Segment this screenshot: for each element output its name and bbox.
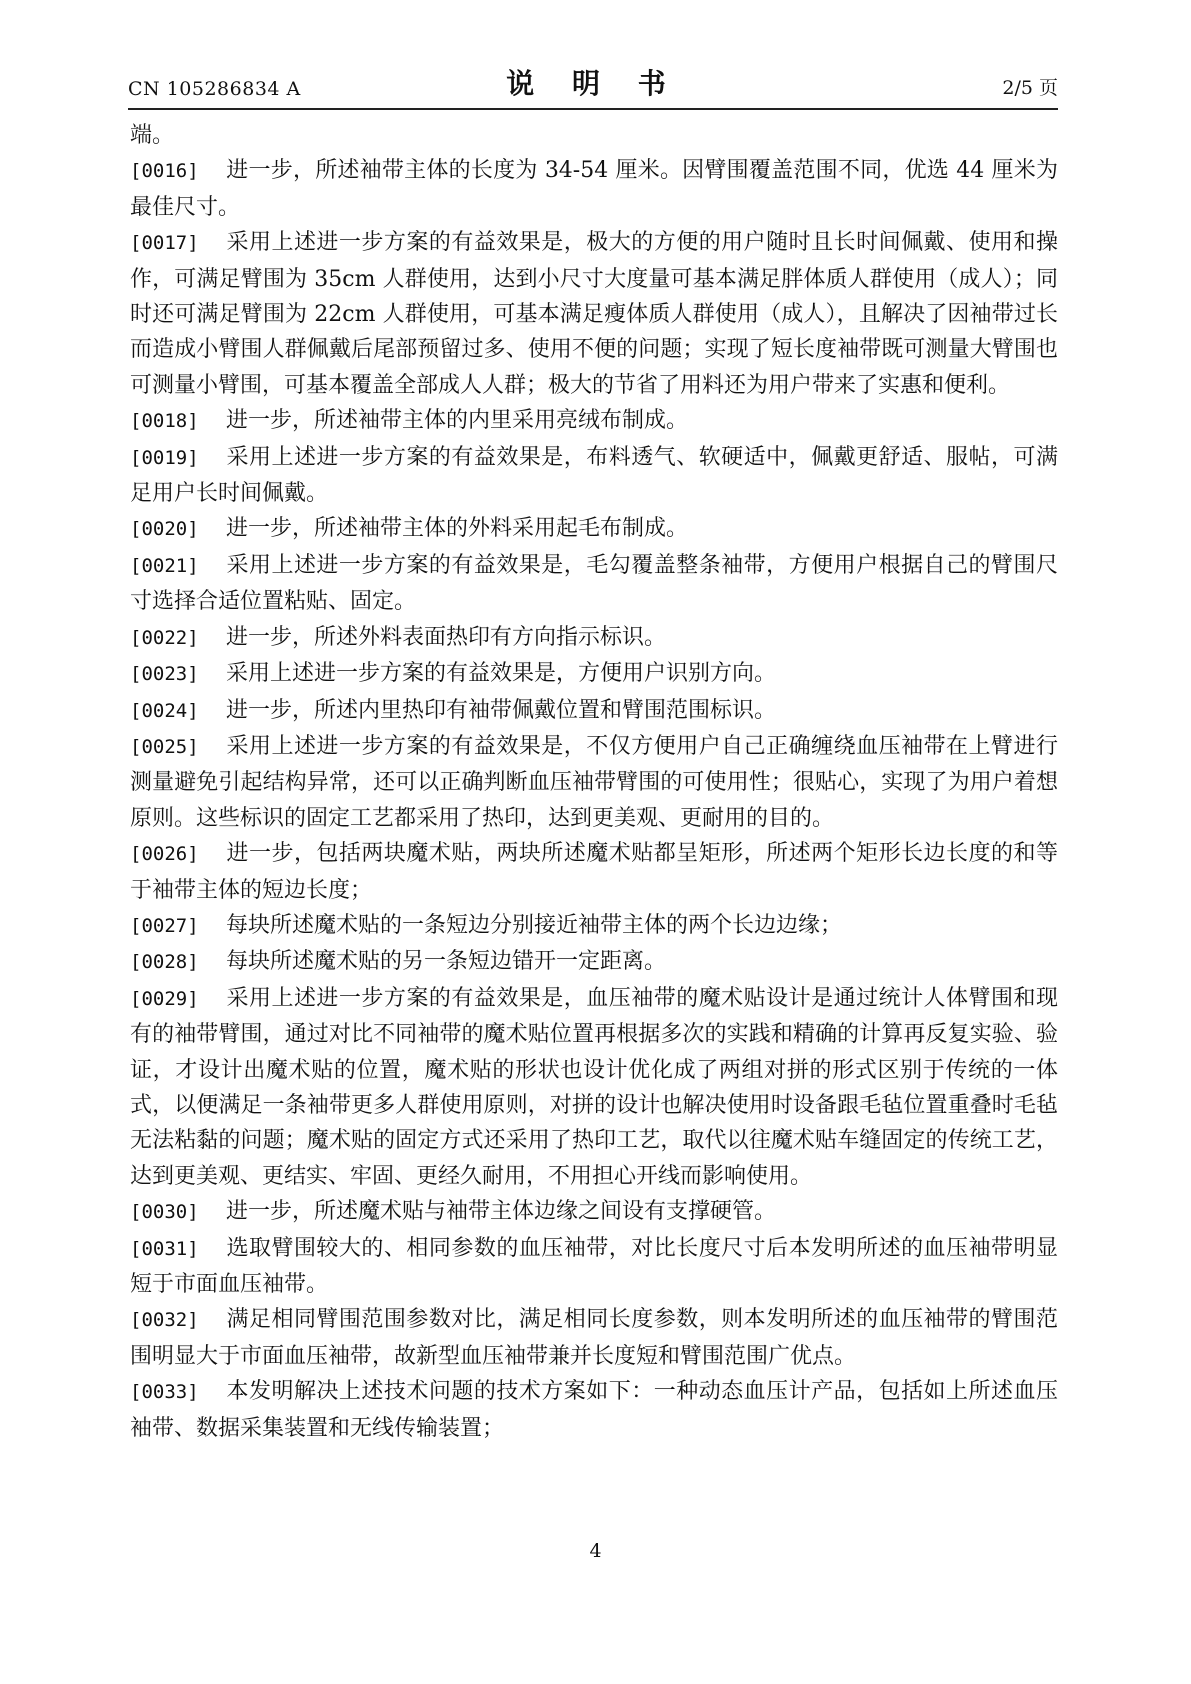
- paragraph: [130, 1374, 1058, 1446]
- document-title: 说 明 书: [506, 67, 680, 100]
- paragraph: [130, 620, 1058, 656]
- paragraph: [130, 908, 1058, 944]
- page-indicator: 2/5 页: [1002, 77, 1058, 99]
- paragraph-text: 进一步，所述内里热印有袖带佩戴位置和臂围范围标识。: [226, 697, 777, 723]
- paragraph: [130, 511, 1058, 547]
- paragraph-text: 采用上述进一步方案的有益效果是，毛勾覆盖整条袖带，方便用户根据自己的臂围尺寸选择合适位置粘贴、固定。: [130, 552, 1058, 615]
- paragraph-number: [0032]: [130, 1309, 199, 1332]
- paragraph-number: [0023]: [130, 663, 199, 686]
- paragraph-text: 采用上述进一步方案的有益效果是，布料透气、软硬适中，佩戴更舒适、服帖，可满足用户长时间佩戴。: [130, 444, 1058, 507]
- paragraph-text: 进一步，所述袖带主体的外料采用起毛布制成。: [226, 516, 689, 542]
- paragraph-number: [0026]: [130, 843, 199, 866]
- paragraph-text: 本发明解决上述技术问题的技术方案如下：一种动态血压计产品，包括如上所述血压袖带、数据采集装置和无线传输装置；: [130, 1379, 1058, 1441]
- paragraph-number: [0019]: [130, 446, 199, 469]
- paragraph: [130, 656, 1058, 692]
- paragraph-text: 采用上述进一步方案的有益效果是，血压袖带的魔术贴设计是通过统计人体臂围和现有的袖带臂围，通过对比不同袖带的魔术贴位置再根据多次的实践和精确的计算再反复实验、验证，才设计出魔术贴的位置，魔术贴的形状也设计优化成了两组对拼的形式区别于传统的一体式，以便满足一条袖带更多人群使用原则，对拼的设计也解决使用时设备跟毛毡位置重叠时毛毡无法粘黏的问题；魔术贴的固定方式还采用了热印工艺，取代以往魔术贴车缝固定的传统工艺，达到更美观、更结实、牢固、更经久耐用，不用担心开线而影响使用。: [130, 985, 1058, 1189]
- paragraph-text: 每块所述魔术贴的一条短边分别接近袖带主体的两个长边边缘；: [226, 912, 843, 938]
- paragraph-number: [0020]: [130, 518, 199, 541]
- paragraph-number: [0031]: [130, 1237, 199, 1260]
- paragraph: [130, 225, 1058, 403]
- paragraph-number: [0021]: [130, 554, 199, 577]
- paragraph-number: [0029]: [130, 987, 199, 1010]
- paragraph: [130, 693, 1058, 729]
- document-body: [130, 118, 1058, 1446]
- patent-number: CN 105286834 A: [128, 78, 301, 100]
- paragraph-text: 进一步，所述魔术贴与袖带主体边缘之间设有支撑硬管。: [226, 1199, 777, 1225]
- paragraph-number: [0027]: [130, 914, 199, 937]
- paragraph-text: 端。: [130, 123, 175, 148]
- paragraph: [130, 836, 1058, 908]
- paragraph-number: [0028]: [130, 951, 199, 974]
- paragraph-text: 进一步，包括两块魔术贴，两块所述魔术贴都呈矩形，所述两个矩形长边长度的和等于袖带主体的短边长度；: [130, 841, 1058, 903]
- paragraph-number: [0033]: [130, 1381, 199, 1404]
- page-number: 4: [589, 1540, 602, 1562]
- paragraph: [130, 1302, 1058, 1374]
- paragraph: [130, 981, 1058, 1194]
- paragraph: [130, 944, 1058, 980]
- paragraph: [130, 153, 1058, 225]
- paragraph-text: 选取臂围较大的、相同参数的血压袖带，对比长度尺寸后本发明所述的血压袖带明显短于市面血压袖带。: [130, 1235, 1058, 1297]
- paragraph-number: [0016]: [130, 160, 199, 183]
- paragraph-text: 满足相同臂围范围参数对比，满足相同长度参数，则本发明所述的血压袖带的臂围范围明显大于市面血压袖带，故新型血压袖带兼并长度短和臂围范围广优点。: [130, 1307, 1058, 1369]
- paragraph-text: 采用上述进一步方案的有益效果是，不仅方便用户自己正确缠绕血压袖带在上臂进行测量避免引起结构异常，还可以正确判断血压袖带臂围的可使用性；很贴心，实现了为用户着想原则。这些标识的固定工艺都采用了热印，达到更美观、更耐用的目的。: [130, 733, 1058, 831]
- paragraph: [130, 548, 1058, 620]
- header-divider: [128, 108, 1058, 110]
- paragraph-text: 采用上述进一步方案的有益效果是，极大的方便的用户随时且长时间佩戴、使用和操作，可满足臂围为 35cm 人群使用，达到小尺寸大度量可基本满足胖体质人群使用（成人）；同时还可满足臂围为 22cm 人群使用，可基本满足瘦体质人群使用（成人），且解决了因袖带过长而造成小臂围人群佩戴后尾部预留过多、使用不便的问题；实现了短长度袖带既可测量大臂围也可测量小臂围，可基本覆盖全部成人人群；极大的节省了用料还为用户带来了实惠和便利。: [130, 230, 1058, 398]
- paragraph-number: [0018]: [130, 410, 199, 433]
- paragraph: [130, 729, 1058, 836]
- paragraph-number: [0025]: [130, 735, 199, 758]
- paragraph-number: [0030]: [130, 1201, 199, 1224]
- paragraph: [130, 1194, 1058, 1230]
- paragraph-text: 采用上述进一步方案的有益效果是，方便用户识别方向。: [226, 661, 777, 687]
- paragraph-number: [0024]: [130, 699, 199, 722]
- paragraph-text: 进一步，所述袖带主体的内里采用亮绒布制成。: [226, 408, 689, 434]
- paragraph-number: [0017]: [130, 232, 199, 255]
- paragraph-number: [0022]: [130, 626, 199, 649]
- paragraph-text: 进一步，所述袖带主体的长度为 34-54 厘米。因臂围覆盖范围不同，优选 44 厘米为最佳尺寸。: [130, 158, 1058, 220]
- paragraph: [130, 118, 1058, 153]
- paragraph: [130, 1231, 1058, 1303]
- paragraph: [130, 403, 1058, 439]
- page-header: [128, 62, 1058, 108]
- paragraph-text: 进一步，所述外料表面热印有方向指示标识。: [226, 624, 667, 650]
- paragraph-text: 每块所述魔术贴的另一条短边错开一定距离。: [226, 949, 667, 975]
- paragraph: [130, 440, 1058, 512]
